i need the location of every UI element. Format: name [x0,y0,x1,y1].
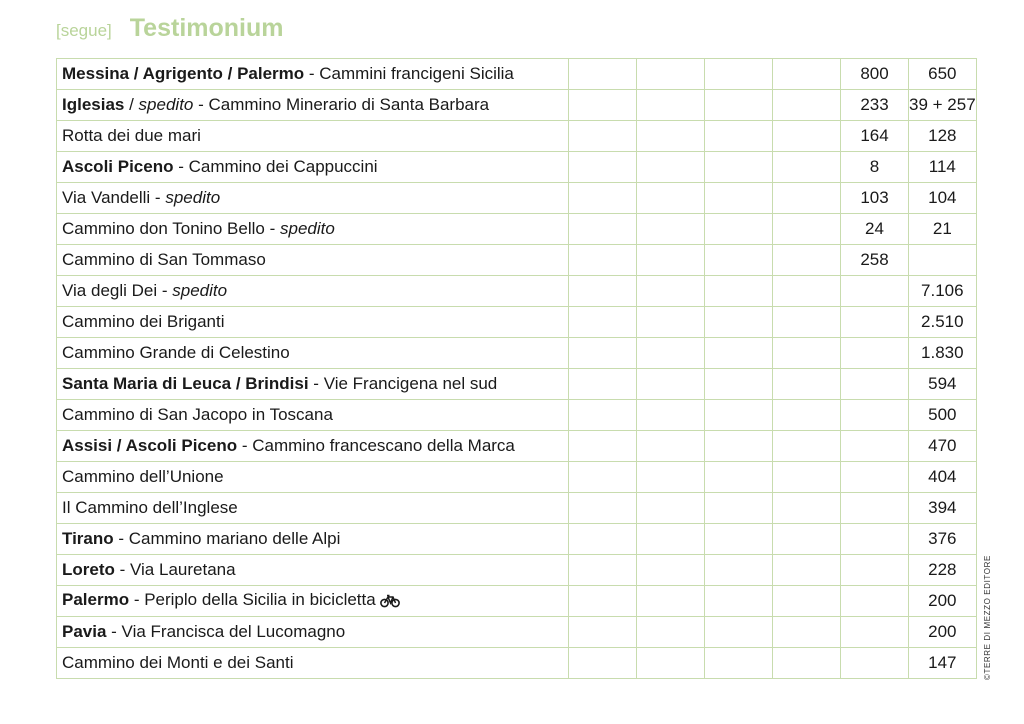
empty-cell [637,555,705,586]
table-row [57,648,977,679]
route-name-cell [57,493,569,524]
value-cell-2: 200 [909,617,977,648]
table-row [57,400,977,431]
value-cell-2: 200 [909,586,977,617]
empty-cell [637,214,705,245]
empty-cell [637,59,705,90]
route-name-cell [57,431,569,462]
empty-cell [569,400,637,431]
empty-cell [705,121,773,152]
value-cell-1: 164 [841,121,909,152]
route-title: Cammino di San Tommaso [62,250,266,269]
value-cell-1 [841,400,909,431]
empty-cell [773,555,841,586]
value-cell-1: 24 [841,214,909,245]
value-cell-2: 376 [909,524,977,555]
route-place: Messina / Agrigento / Palermo [62,64,305,83]
empty-cell [637,121,705,152]
copyright-notice: ©TERRE DI MEZZO EDITORE [983,555,992,680]
value-cell-1 [841,617,909,648]
empty-cell [637,648,705,679]
route-title: Via degli Dei - [62,281,173,300]
route-place: Assisi / Ascoli Piceno [62,436,238,455]
empty-cell [569,214,637,245]
route-name-cell [57,617,569,648]
route-place: Ascoli Piceno [62,157,174,176]
route-note: spedito [138,95,194,114]
empty-cell [773,90,841,121]
empty-cell [569,524,637,555]
route-separator: - [129,589,145,609]
value-cell-2: 470 [909,431,977,462]
empty-cell [705,183,773,214]
value-cell-1 [841,431,909,462]
empty-cell [705,555,773,586]
value-cell-1 [841,276,909,307]
value-cell-2: 21 [909,214,977,245]
page-title: Testimonium [129,14,284,42]
table-row [57,245,977,276]
value-cell-2: 1.830 [909,338,977,369]
empty-cell [705,338,773,369]
empty-cell [637,276,705,307]
route-place: Palermo [62,589,130,609]
route-title: Cammino Grande di Celestino [62,343,290,362]
empty-cell [569,152,637,183]
value-cell-1 [841,648,909,679]
value-cell-2: 404 [909,462,977,493]
value-cell-2: 394 [909,493,977,524]
empty-cell [705,90,773,121]
table-row [57,183,977,214]
empty-cell [773,493,841,524]
route-separator: / [124,95,139,114]
route-separator: - [304,64,320,83]
table-row [57,338,977,369]
table-row [57,276,977,307]
value-cell-1 [841,369,909,400]
empty-cell [705,431,773,462]
empty-cell [773,400,841,431]
route-title: Cammino dell’Unione [62,467,224,486]
route-place: Iglesias [62,95,125,114]
empty-cell [705,276,773,307]
empty-cell [569,338,637,369]
table-row [57,307,977,338]
empty-cell [569,462,637,493]
route-separator: - [308,374,324,393]
empty-cell [773,152,841,183]
table-row [57,152,977,183]
value-cell-1: 258 [841,245,909,276]
route-separator: - [113,529,129,548]
empty-cell [637,338,705,369]
route-name-cell [57,276,569,307]
empty-cell [569,431,637,462]
route-name-cell [57,462,569,493]
empty-cell [637,431,705,462]
value-cell-2: 104 [909,183,977,214]
empty-cell [773,524,841,555]
route-title: Cammino dei Briganti [62,312,225,331]
value-cell-2: 2.510 [909,307,977,338]
value-cell-1 [841,338,909,369]
empty-cell [773,648,841,679]
route-title: Via Francisca del Lucomagno [121,622,346,641]
route-title: Cammino di San Jacopo in Toscana [62,405,333,424]
value-cell-1 [841,524,909,555]
route-note: spedito [172,281,228,300]
table-row [57,617,977,648]
route-title: Cammini francigeni Sicilia [319,64,514,83]
value-cell-1 [841,555,909,586]
route-title: Vie Francigena nel sud [323,374,498,393]
table-row [57,90,977,121]
route-separator: - [237,436,253,455]
empty-cell [773,307,841,338]
empty-cell [705,648,773,679]
empty-cell [773,586,841,617]
value-cell-2: 128 [909,121,977,152]
empty-cell [773,121,841,152]
empty-cell [569,648,637,679]
route-title: Rotta dei due mari [62,126,201,145]
route-name-cell [57,152,569,183]
route-place: Pavia [62,622,107,641]
route-title: Cammino dei Monti e dei Santi [62,653,294,672]
route-name-cell [57,586,569,617]
route-note: spedito [279,219,335,238]
route-name-cell [57,214,569,245]
value-cell-1 [841,462,909,493]
empty-cell [773,214,841,245]
empty-cell [569,555,637,586]
route-separator: - [173,157,189,176]
route-name-cell [57,90,569,121]
route-place: Tirano [62,529,114,548]
route-note: spedito [165,188,221,207]
empty-cell [569,369,637,400]
value-cell-1: 103 [841,183,909,214]
empty-cell [705,152,773,183]
empty-cell [705,59,773,90]
route-title: Cammino francescano della Marca [252,436,515,455]
route-name-cell [57,400,569,431]
route-title: Periplo della Sicilia in bicicletta [144,589,376,609]
empty-cell [637,493,705,524]
empty-cell [569,121,637,152]
table-row [57,431,977,462]
empty-cell [705,524,773,555]
table-row [57,121,977,152]
empty-cell [705,369,773,400]
value-cell-2: 594 [909,369,977,400]
route-name-cell [57,59,569,90]
route-name-cell [57,245,569,276]
empty-cell [773,462,841,493]
route-title: Cammino mariano delle Alpi [128,529,341,548]
value-cell-1 [841,307,909,338]
empty-cell [773,59,841,90]
value-cell-1: 233 [841,90,909,121]
route-title: Cammino dei Cappuccini [188,157,378,176]
value-cell-2: 39 + 257 [909,90,977,121]
empty-cell [637,586,705,617]
value-cell-2: 500 [909,400,977,431]
bicycle-icon [380,593,400,613]
empty-cell [569,307,637,338]
route-title: - Cammino Minerario di Santa Barbara [193,95,490,114]
empty-cell [773,183,841,214]
empty-cell [569,90,637,121]
empty-cell [569,59,637,90]
empty-cell [637,462,705,493]
empty-cell [773,431,841,462]
empty-cell [637,183,705,214]
value-cell-2: 650 [909,59,977,90]
route-name-cell [57,648,569,679]
route-name-cell [57,524,569,555]
empty-cell [569,245,637,276]
empty-cell [773,617,841,648]
empty-cell [773,338,841,369]
segue-label: [segue] [56,21,112,40]
value-cell-2 [909,245,977,276]
table-row [57,369,977,400]
route-title: Il Cammino dell’Inglese [62,498,238,517]
table-row [57,493,977,524]
empty-cell [637,617,705,648]
empty-cell [773,369,841,400]
table-row [57,462,977,493]
route-title: Cammino don Tonino Bello - [62,219,280,238]
value-cell-1: 8 [841,152,909,183]
route-separator: - [106,622,122,641]
value-cell-2: 7.106 [909,276,977,307]
empty-cell [569,493,637,524]
empty-cell [637,245,705,276]
route-name-cell [57,307,569,338]
empty-cell [637,400,705,431]
empty-cell [637,307,705,338]
empty-cell [705,617,773,648]
value-cell-1 [841,586,909,617]
empty-cell [705,462,773,493]
empty-cell [705,400,773,431]
empty-cell [705,307,773,338]
empty-cell [637,152,705,183]
table-row [57,214,977,245]
empty-cell [637,524,705,555]
route-place: Loreto [62,560,115,579]
empty-cell [705,493,773,524]
route-name-cell [57,369,569,400]
route-separator: - [114,560,130,579]
table-row [57,555,977,586]
value-cell-2: 114 [909,152,977,183]
route-title: Via Vandelli - [62,188,166,207]
page-header [56,14,283,43]
route-place: Santa Maria di Leuca / Brindisi [62,374,309,393]
value-cell-2: 228 [909,555,977,586]
empty-cell [705,245,773,276]
value-cell-1: 800 [841,59,909,90]
table-row [57,59,977,90]
empty-cell [773,276,841,307]
route-title: Via Lauretana [130,560,236,579]
value-cell-1 [841,493,909,524]
empty-cell [569,183,637,214]
empty-cell [705,586,773,617]
empty-cell [705,214,773,245]
table-row [57,524,977,555]
value-cell-2: 147 [909,648,977,679]
empty-cell [637,90,705,121]
empty-cell [569,276,637,307]
route-name-cell [57,338,569,369]
table-row [57,586,977,617]
empty-cell [773,245,841,276]
empty-cell [569,617,637,648]
route-name-cell [57,121,569,152]
empty-cell [569,586,637,617]
empty-cell [637,369,705,400]
routes-table [56,58,977,679]
route-name-cell [57,555,569,586]
route-name-cell [57,183,569,214]
